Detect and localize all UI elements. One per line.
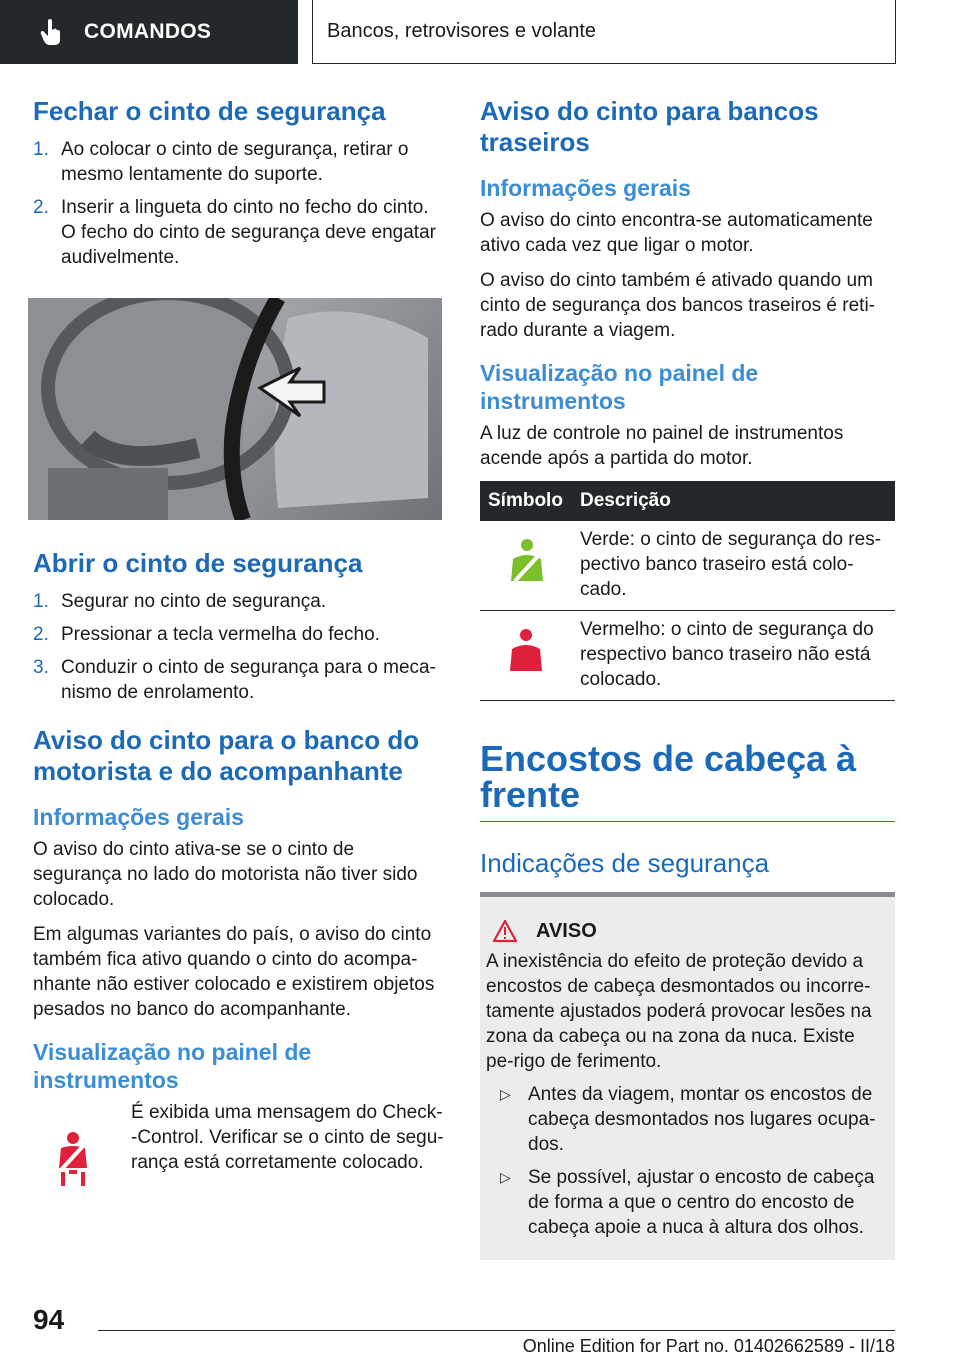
warning-title: AVISO (536, 919, 597, 942)
table-cell: Verde: o cinto de segurança do res-pectivo banco traseiro está colo-cado. (572, 521, 895, 611)
warning-box (480, 892, 895, 1260)
paragraph: O aviso do cinto ativa-se se o cinto de segurança no lado do motorista não tiver sido colocado. (33, 839, 418, 910)
list-item: ▷ Antes da viagem, montar os encostos de cabeça desmontados nos lugares ocupa-dos. (500, 1084, 876, 1155)
table-row (480, 611, 895, 701)
subsection-title: Indicações de segurança (480, 848, 770, 878)
section-title: Aviso do cinto para bancos traseiros (480, 96, 819, 157)
table-header: Descrição (572, 481, 895, 521)
page-number: 94 (33, 1304, 65, 1335)
list-item: 2. Pressionar a tecla vermelha do fecho. (33, 624, 380, 645)
paragraph: A luz de controle no painel de instrumentos acende após a partida do motor. (480, 423, 844, 469)
release-steps (33, 589, 445, 705)
table-row (480, 521, 895, 611)
section-title: Fechar o cinto de segurança (33, 96, 386, 126)
subsection-title: Visualização no painel de instrumentos (480, 360, 759, 414)
right-column (480, 96, 895, 1260)
page-header (0, 0, 960, 64)
fasten-steps (33, 137, 445, 270)
paragraph: Em algumas variantes do país, o aviso do cinto também fica ativo quando o cinto do acompa-nhante não estiver colocado e existirem objetos pesados no banco do acompanhante. (33, 924, 435, 1020)
paragraph: O aviso do cinto encontra-se automaticamente ativo cada vez que ligar o motor. (480, 210, 873, 256)
seatbelt-warning-icon (43, 1130, 103, 1190)
green-seatbelt-icon (501, 537, 551, 587)
table-cell: Vermelho: o cinto de segurança do respectivo banco traseiro não está colocado. (572, 611, 895, 701)
chapter-title: Bancos, retrovisores e volante (312, 0, 896, 64)
list-item: 2. Inserir a lingueta do cinto no fecho do cinto. O fecho do cinto de segurança deve engatar audivelmente. (33, 197, 436, 268)
chapter-heading: Encostos de cabeça à frente (480, 741, 895, 822)
paragraph: É exibida uma mensagem do Check--Control. Verificar se o cinto de segu-rança está corretamente colocado. (131, 1102, 444, 1173)
warning-text: A inexistência do efeito de proteção devido a encostos de cabeça desmontados ou incorre-tamente ajustados poderá provocar lesões na zona da cabeça ou na zona da nuca. Existe pe-rigo de ferimento. (486, 951, 872, 1072)
warning-triangle-icon (492, 919, 518, 943)
footer-edition: Online Edition for Part no. 01402662589 - II/18 (522, 1336, 895, 1356)
table-header: Símbolo (480, 481, 572, 521)
check-control-row (33, 1100, 445, 1190)
list-item: ▷ Se possível, ajustar o encosto de cabeça de forma a que o centro do encosto de cabeça apoie a nuca à altura dos olhos. (500, 1167, 875, 1238)
footer-divider (98, 1330, 895, 1331)
section-title: Aviso do cinto para o banco do motorista e do acompanhante (33, 725, 420, 786)
warning-bullets (486, 1082, 887, 1240)
seatbelt-photo (28, 298, 442, 520)
triangle-bullet-icon: ▷ (500, 1169, 511, 1185)
section-title: Abrir o cinto de segurança (33, 548, 363, 578)
subsection-title: Visualização no painel de instrumentos (33, 1039, 312, 1093)
section-tab (0, 0, 298, 64)
left-column (33, 96, 445, 1190)
subsection-title: Informações gerais (33, 804, 244, 830)
subsection-title: Informações gerais (480, 175, 691, 201)
hand-pointer-icon (40, 18, 62, 46)
symbol-table (480, 481, 895, 701)
list-item: 1. Segurar no cinto de segurança. (33, 591, 327, 612)
list-item: 1. Ao colocar o cinto de segurança, retirar o mesmo lentamente do suporte. (33, 139, 409, 185)
list-item: 3. Conduzir o cinto de segurança para o meca-nismo de enrolamento. (33, 657, 436, 703)
red-seatbelt-icon (501, 627, 551, 677)
section-label: COMANDOS (84, 20, 212, 43)
paragraph: O aviso do cinto também é ativado quando um cinto de segurança dos bancos traseiros é reti-rado durante a viagem. (480, 270, 875, 341)
triangle-bullet-icon: ▷ (500, 1086, 511, 1102)
